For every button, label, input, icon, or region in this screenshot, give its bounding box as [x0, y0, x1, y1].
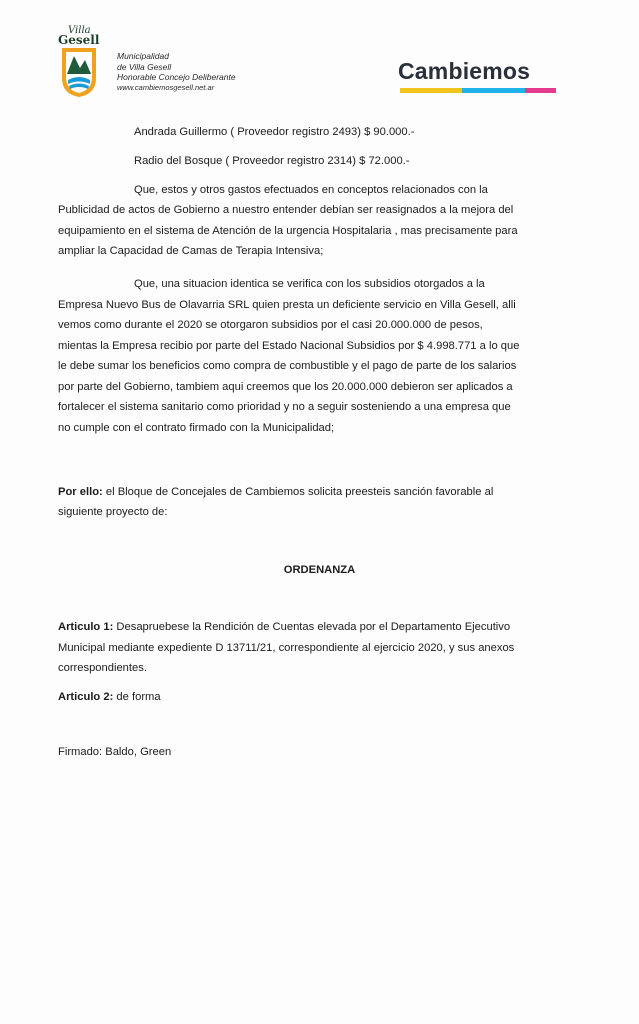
paragraph-line: equipamiento en el sistema de Atención de la urgencia Hospitalaria , mas precisamente para [58, 225, 518, 237]
por-ello-label: Por ello: [58, 486, 103, 498]
ordenanza-title: ORDENANZA [283, 564, 356, 576]
municipality-heading [117, 51, 236, 93]
paragraph-line: Publicidad de actos de Gobierno a nuestro entender debían ser reasignados a la mejora del [58, 204, 514, 216]
paragraph-line: fortalecer el sistema sanitario como prioridad y no a seguir sosteniendo a una empresa que [58, 401, 511, 413]
articulo-2-line [58, 687, 161, 707]
website-text: www.cambiemosgesell.net.ar [117, 82, 215, 92]
por-ello-line [58, 482, 493, 502]
paragraph-line: por parte del Gobierno, tambiem aqui creemos que los 20.000.000 debieron ser aplicados a [58, 381, 513, 393]
party-color-bar [400, 88, 556, 93]
paragraph-line: le debe sumar los beneficios como compra de combustible y el pago de parte de los salarios [58, 360, 517, 372]
expense-item: Andrada Guillermo ( Proveedor registro 2493) $ 90.000.- [134, 126, 415, 138]
villa-gesell-logo-icon [56, 22, 102, 98]
signature-line: Firmado: Baldo, Green [58, 746, 172, 758]
articulo-1-line: correspondientes. [58, 662, 147, 674]
svg-text:Villa: Villa [68, 25, 91, 36]
paragraph-line: vemos como durante el 2020 se otorgaron subsidios por el casi 20.000.000 de pesos, [58, 319, 483, 331]
muni-line: Municipalidad [117, 51, 169, 61]
expense-item: Radio del Bosque ( Proveedor registro 2314) $ 72.000.- [134, 155, 410, 167]
articulo-2-text: de forma [113, 691, 161, 703]
svg-text:Gesell: Gesell [58, 33, 100, 47]
muni-line: Honorable Concejo Deliberante [117, 72, 236, 82]
muni-line: de Villa Gesell [117, 61, 172, 72]
articulo-1-line [58, 617, 510, 637]
por-ello-text: el Bloque de Concejales de Cambiemos solicita preesteis sanción favorable al [102, 486, 494, 498]
por-ello-line: siguiente proyecto de: [58, 506, 168, 518]
articulo-1-line: Municipal mediante expediente D 13711/21, correspondiente al ejercicio 2020, y sus anexos [58, 642, 515, 654]
paragraph-line: no cumple con el contrato firmado con la Municipalidad; [58, 422, 335, 434]
articulo-2-label: Articulo 2: [58, 691, 114, 703]
paragraph-line: Que, una situacion identica se verifica con los subsidios otorgados a la [134, 278, 485, 290]
paragraph-line: Empresa Nuevo Bus de Olavarria SRL quien presta un deficiente servicio en Villa Gesell, alli [58, 299, 516, 311]
paragraph-line: ampliar la Capacidad de Camas de Terapia Intensiva; [58, 245, 324, 257]
party-logo-text: Cambiemos [398, 58, 531, 84]
articulo-1-text: Desapruebese la Rendición de Cuentas elevada por el Departamento Ejecutivo [113, 621, 511, 633]
paragraph-line: Que, estos y otros gastos efectuados en conceptos relacionados con la [134, 184, 488, 196]
paragraph-line: mientas la Empresa recibio por parte del Estado Nacional Subsidios por $ 4.998.771 a lo que [58, 340, 520, 352]
articulo-1-label: Articulo 1: [58, 621, 114, 633]
